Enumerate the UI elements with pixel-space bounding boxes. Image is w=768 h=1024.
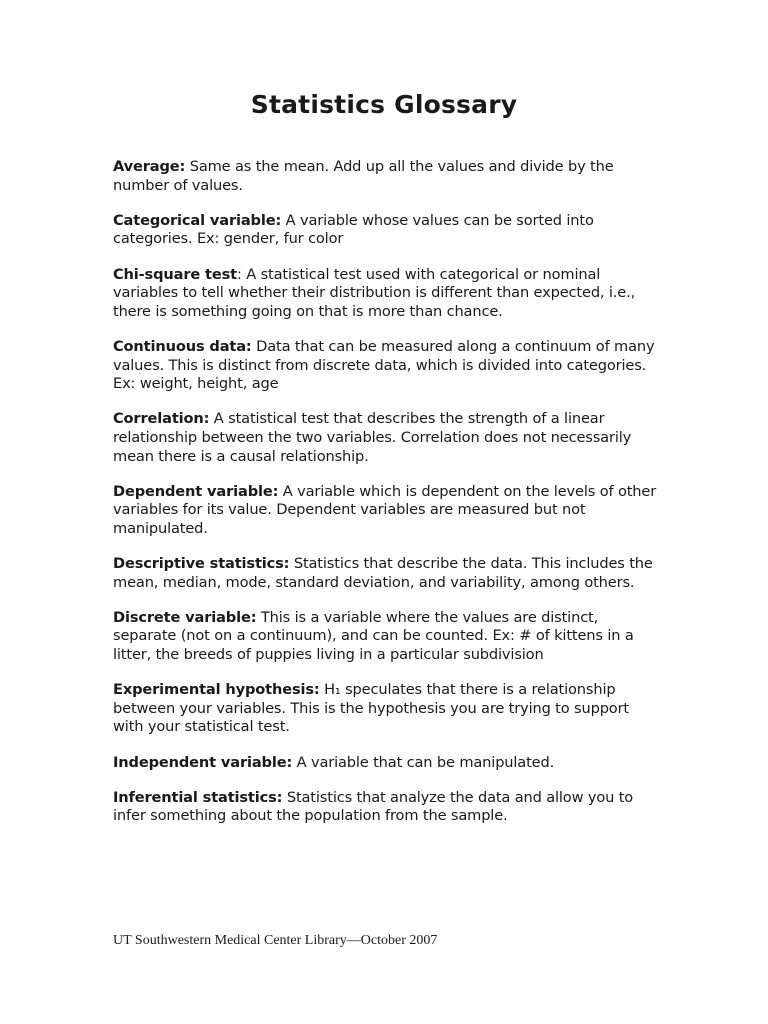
glossary-definition: Statistics that describe the data. This includes the mean, median, mode, standard deviation, and variability, among others.	[113, 555, 653, 591]
glossary-definition: A statistical test that describes the strength of a linear relationship between the two variables. Correlation does not necessarily mean there is a causal relationship.	[113, 410, 632, 465]
glossary-term: Dependent variable:	[113, 482, 279, 500]
glossary-entry-chi-square-test	[113, 266, 661, 322]
glossary-entry-independent-variable	[113, 754, 661, 773]
glossary-entry-discrete-variable	[113, 609, 661, 665]
glossary-entry-average	[113, 158, 661, 195]
glossary-definition: Statistics that analyze the data and allow you to infer something about the population from the sample.	[113, 788, 634, 825]
glossary-definition: Same as the mean. Add up all the values and divide by the number of values.	[113, 158, 614, 194]
page-footer: UT Southwestern Medical Center Library—October 2007	[113, 933, 438, 948]
glossary-definition: A variable that can be manipulated.	[292, 753, 555, 771]
glossary-term: Correlation:	[113, 410, 210, 428]
glossary-definition: A variable whose values can be sorted into categories. Ex: gender, fur color	[113, 211, 594, 248]
glossary-term: Inferential statistics:	[113, 788, 283, 806]
glossary-definition: : A statistical test used with categorical or nominal variables to tell whether their distribution is different than expected, i.e., there is something going on that is more than chance.	[113, 265, 636, 320]
glossary-definition: This is a variable where the values are distinct, separate (not on a continuum), and can be counted. Ex: # of kittens in a litter, the breeds of puppies living in a particular subdivision	[113, 608, 634, 664]
glossary-term: Chi-square test	[113, 265, 237, 283]
glossary-term: Descriptive statistics:	[113, 555, 290, 573]
glossary-term: Average:	[113, 158, 186, 175]
glossary-term: Experimental hypothesis:	[113, 681, 320, 699]
glossary-entry-continuous-data	[113, 338, 661, 394]
glossary-term: Categorical variable:	[113, 211, 282, 229]
glossary-entry-experimental-hypothesis	[113, 681, 661, 737]
glossary-entry-dependent-variable	[113, 483, 661, 539]
glossary-entry-descriptive-statistics	[113, 555, 661, 592]
glossary-list	[113, 158, 661, 843]
glossary-term: Continuous data:	[113, 337, 252, 355]
glossary-term: Independent variable:	[113, 753, 293, 771]
glossary-definition: A variable which is dependent on the levels of other variables for its value. Dependent variables are measured but not manipulated.	[113, 482, 657, 537]
glossary-term: Discrete variable:	[113, 608, 257, 626]
glossary-definition: H₁ speculates that there is a relationship between your variables. This is the hypothesis you are trying to support with your statistical test.	[113, 681, 630, 736]
glossary-definition: Data that can be measured along a continuum of many values. This is distinct from discrete data, which is divided into categories. Ex: weight, height, age	[113, 337, 655, 393]
glossary-entry-correlation	[113, 410, 661, 466]
glossary-entry-categorical-variable	[113, 212, 661, 249]
page-title: Statistics Glossary	[250, 90, 518, 119]
glossary-entry-inferential-statistics	[113, 789, 661, 826]
